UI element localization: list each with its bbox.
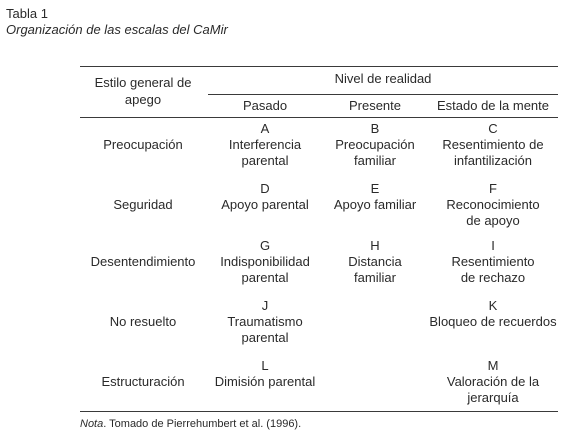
scale-name-line: Resentimiento — [451, 254, 535, 269]
scale-name-line: Bloqueo de recuerdos — [429, 314, 557, 329]
scale-name-line: familiar — [354, 153, 396, 168]
scale-code: M — [487, 358, 499, 373]
header-rule — [80, 117, 558, 118]
scale-name-line: jerarquía — [467, 390, 519, 405]
scale-name-line: infantilización — [453, 153, 533, 168]
row-label: Desentendimiento — [90, 254, 196, 269]
scale-name-line: familiar — [354, 270, 396, 285]
scale-name-line: Valoración de la — [446, 374, 540, 389]
cell-estado — [428, 181, 558, 229]
scale-code: B — [370, 121, 380, 136]
note-label: Nota — [80, 418, 104, 430]
header-style-line-2: apego — [124, 92, 162, 107]
cell-pasado — [208, 238, 322, 286]
row-label: No resuelto — [109, 314, 177, 329]
scale-code: A — [260, 121, 270, 136]
cell-pasado — [208, 181, 322, 213]
row-label: Seguridad — [113, 197, 173, 212]
scale-name-line: parental — [241, 153, 289, 168]
scale-name-line: Reconocimiento — [446, 197, 540, 212]
scale-code: E — [370, 181, 380, 196]
cell-presente — [322, 238, 428, 286]
scale-code: J — [261, 298, 269, 313]
scale-code: K — [488, 298, 498, 313]
cell-pasado — [208, 121, 322, 169]
cell-pasado — [208, 358, 322, 390]
scale-code: C — [488, 121, 498, 136]
bottom-rule — [80, 411, 558, 412]
table-caption-subtitle: Organización de las escalas del CaMir — [6, 22, 228, 37]
header-col-pasado: Pasado — [242, 98, 288, 113]
header-style-column — [80, 74, 206, 108]
table-caption-title: Tabla 1 — [6, 6, 48, 21]
header-col-estado: Estado de la mente — [436, 98, 550, 113]
scale-name-line: parental — [241, 330, 289, 345]
scale-name-line: Interferencia — [228, 137, 302, 152]
row-label: Preocupación — [103, 137, 183, 152]
scale-name-line: Traumatismo — [227, 314, 303, 329]
scale-name-line: Distancia — [348, 254, 402, 269]
header-style-line-1: Estilo general de — [94, 75, 192, 90]
header-group-label: Nivel de realidad — [334, 71, 432, 86]
scale-name-line: Resentimiento de — [442, 137, 544, 152]
cell-estado — [428, 121, 558, 169]
scale-name-line: Preocupación — [335, 137, 415, 152]
scale-code: G — [259, 238, 271, 253]
scale-name-line: parental — [241, 270, 289, 285]
scale-name-line: Apoyo familiar — [333, 197, 417, 212]
top-rule — [80, 66, 558, 67]
group-rule — [208, 94, 558, 95]
scale-code: L — [261, 358, 269, 373]
cell-estado — [428, 238, 558, 286]
cell-pasado — [208, 298, 322, 346]
table-note — [80, 417, 301, 431]
cell-presente — [322, 121, 428, 169]
cell-estado — [428, 358, 558, 406]
scale-code: I — [491, 238, 495, 253]
header-col-presente: Presente — [348, 98, 402, 113]
scale-code: D — [260, 181, 270, 196]
scale-code: H — [370, 238, 380, 253]
row-label: Estructuración — [101, 374, 185, 389]
scale-name-line: Dimisión parental — [214, 374, 316, 389]
scale-name-line: de rechazo — [460, 270, 526, 285]
cell-estado — [428, 298, 558, 330]
scale-code: F — [489, 181, 497, 196]
note-text: . Tomado de Pierrehumbert et al. (1996). — [103, 418, 302, 430]
scale-name-line: de apoyo — [466, 213, 520, 228]
scale-name-line: Apoyo parental — [221, 197, 309, 212]
scale-name-line: Indisponibilidad — [220, 254, 310, 269]
cell-presente — [322, 181, 428, 213]
